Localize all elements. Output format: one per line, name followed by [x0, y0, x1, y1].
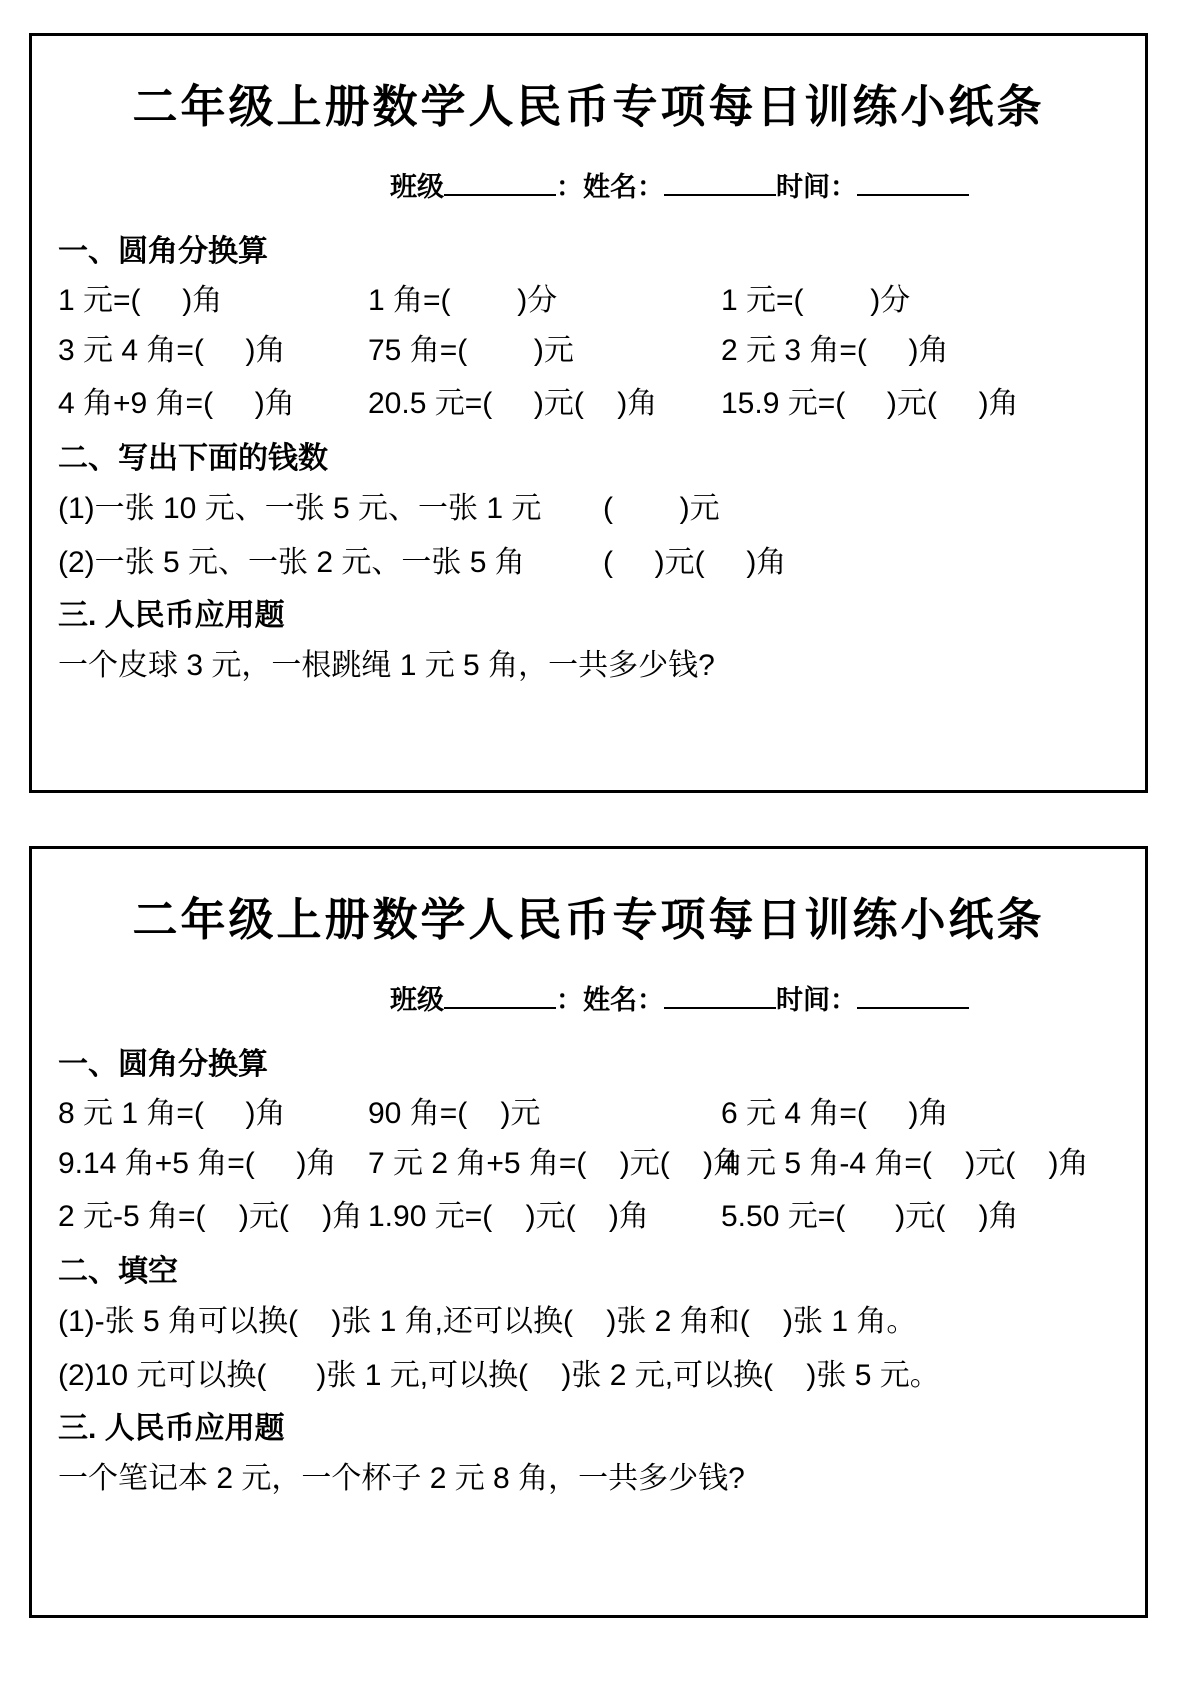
word-problem-text: 一个皮球 3 元，一根跳绳 1 元 5 角，一共多少钱?: [58, 649, 715, 682]
section-heading-fill-blanks: 二、填空: [58, 1255, 178, 1288]
conversion-row: [58, 386, 1131, 422]
fill-in-question: [58, 545, 1131, 581]
student-info-line: [390, 977, 969, 1017]
conversion-item: 1 角=( )分: [368, 284, 558, 317]
worksheet-title: 二年级上册数学人民币专项每日训练小纸条: [132, 81, 1045, 132]
name-label: 姓名：: [583, 985, 664, 1015]
fill-in-question: [58, 491, 1131, 527]
answer-blank: ( )元: [603, 492, 720, 525]
name-blank-underline: [664, 164, 776, 196]
name-blank-underline: [664, 977, 776, 1009]
worksheet-card-2: [29, 846, 1148, 1618]
worksheet-card-1: [29, 33, 1148, 793]
question-text: (1)一张 10 元、一张 5 元、一张 1 元: [58, 492, 542, 525]
class-blank-underline: [444, 164, 556, 196]
word-problem-text: 一个笔记本 2 元，一个杯子 2 元 8 角，一共多少钱?: [58, 1462, 745, 1495]
colon-separator: ：: [556, 985, 583, 1015]
worksheet-title: 二年级上册数学人民币专项每日训练小纸条: [132, 894, 1045, 945]
conversion-item: 6 元 4 角=( )角: [721, 1097, 949, 1130]
conversion-item: 15.9 元=( )元( )角: [721, 387, 1019, 420]
time-blank-underline: [857, 977, 969, 1009]
conversion-item: 4 元 5 角-4 角=( )元( )角: [721, 1147, 1089, 1180]
section-heading-write-amounts: 二、写出下面的钱数: [58, 442, 328, 475]
class-label: 班级: [390, 172, 444, 202]
conversion-row: [58, 1146, 1131, 1182]
conversion-row: [58, 333, 1131, 369]
conversion-item: 1 元=( )分: [721, 284, 911, 317]
class-label: 班级: [390, 985, 444, 1015]
section-heading-conversion: 一、圆角分换算: [58, 235, 268, 268]
conversion-item: 4 角+9 角=( )角: [58, 387, 295, 420]
time-label: 时间：: [776, 985, 857, 1015]
colon-separator: ：: [556, 172, 583, 202]
conversion-row: [58, 283, 1131, 319]
time-blank-underline: [857, 164, 969, 196]
conversion-item: 1 元=( )角: [58, 284, 223, 317]
class-blank-underline: [444, 977, 556, 1009]
section-heading-word-problem: 三. 人民币应用题: [58, 1412, 285, 1445]
name-label: 姓名：: [583, 172, 664, 202]
fill-in-question: (1)-张 5 角可以换( )张 1 角,还可以换( )张 2 角和( )张 1 角。: [58, 1305, 917, 1338]
conversion-item: 75 角=( )元: [368, 334, 574, 367]
conversion-item: 5.50 元=( )元( )角: [721, 1200, 1019, 1233]
conversion-item: 20.5 元=( )元( )角: [368, 387, 658, 420]
section-heading-conversion: 一、圆角分换算: [58, 1048, 268, 1081]
conversion-item: 1.90 元=( )元( )角: [368, 1200, 649, 1233]
conversion-item: 9.14 角+5 角=( )角: [58, 1147, 337, 1180]
conversion-item: 2 元 3 角=( )角: [721, 334, 949, 367]
conversion-item: 8 元 1 角=( )角: [58, 1097, 286, 1130]
conversion-item: 90 角=( )元: [368, 1097, 541, 1130]
conversion-item: 3 元 4 角=( )角: [58, 334, 286, 367]
answer-blank: ( )元( )角: [603, 546, 787, 579]
question-text: (2)一张 5 元、一张 2 元、一张 5 角: [58, 546, 525, 579]
conversion-row: [58, 1199, 1131, 1235]
conversion-item: 7 元 2 角+5 角=( )元( )角: [368, 1147, 744, 1180]
student-info-line: [390, 164, 969, 204]
conversion-row: [58, 1096, 1131, 1132]
section-heading-word-problem: 三. 人民币应用题: [58, 599, 285, 632]
conversion-item: 2 元-5 角=( )元( )角: [58, 1200, 363, 1233]
fill-in-question: (2)10 元可以换( )张 1 元,可以换( )张 2 元,可以换( )张 5 元。: [58, 1359, 940, 1392]
time-label: 时间：: [776, 172, 857, 202]
